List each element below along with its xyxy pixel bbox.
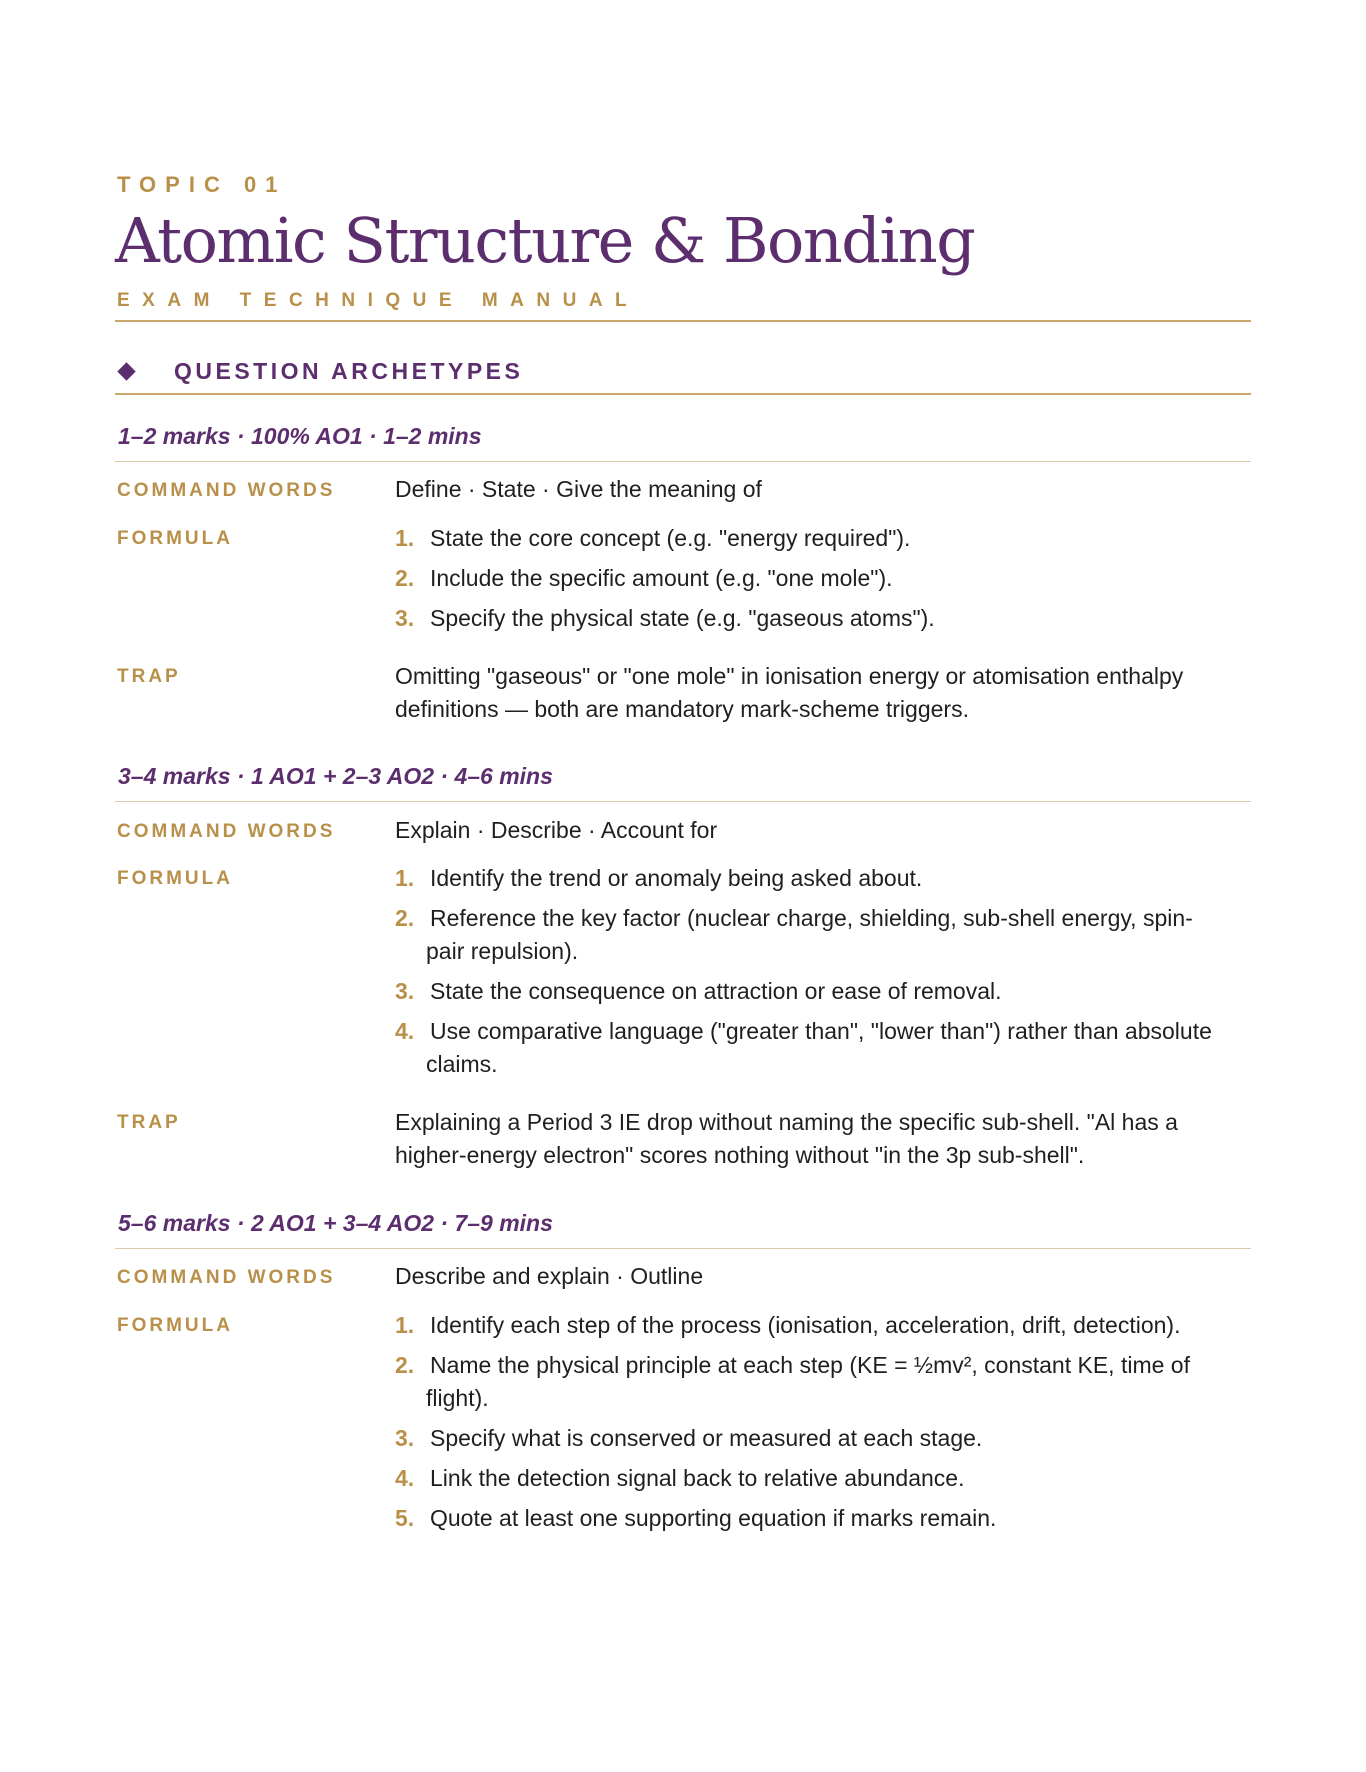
step-number: 3.: [395, 978, 415, 1004]
step-number: 5.: [395, 1505, 415, 1531]
trap-text: Explaining a Period 3 IE drop without naming the specific sub-shell. "Al has a higher-energy electron" scores nothing without "in the 3p sub-shell".: [395, 1109, 1178, 1168]
formula-step: [395, 1502, 1225, 1535]
step-text: Identify the trend or anomaly being asked about.: [430, 865, 923, 891]
formula-list: [395, 522, 1225, 642]
step-text: Include the specific amount (e.g. "one mole").: [430, 565, 893, 591]
step-text: Quote at least one supporting equation if marks remain.: [430, 1505, 997, 1531]
archetype-heading-text: 5–6 marks · 2 AO1 + 3–4 AO2 · 7–9 mins: [118, 1210, 553, 1236]
archetype-heading-text: 1–2 marks · 100% AO1 · 1–2 mins: [118, 423, 482, 449]
formula-list: [395, 1309, 1225, 1542]
formula-step: [395, 522, 1225, 555]
step-number: 2.: [395, 565, 415, 591]
formula-label: FORMULA: [117, 528, 233, 549]
topic-label: TOPIC 01: [117, 172, 287, 197]
diamond-icon: [117, 362, 135, 380]
formula-label: FORMULA: [117, 1315, 233, 1336]
archetype-heading: [115, 421, 1251, 462]
command-words-label: COMMAND WORDS: [117, 480, 336, 501]
page-title: Atomic Structure & Bonding: [115, 204, 975, 277]
formula-step: [395, 562, 1225, 595]
step-text: Link the detection signal back to relative abundance.: [430, 1465, 965, 1491]
step-text: Specify what is conserved or measured at each stage.: [430, 1425, 983, 1451]
section-heading: [115, 358, 523, 385]
formula-step: [395, 1015, 1225, 1081]
command-words-value: Define · State · Give the meaning of: [395, 476, 762, 502]
header-divider: [115, 320, 1251, 322]
step-number: 1.: [395, 1312, 415, 1338]
step-number: 4.: [395, 1018, 415, 1044]
step-text: Specify the physical state (e.g. "gaseous atoms").: [430, 605, 935, 631]
formula-step: [395, 1309, 1225, 1342]
trap-label: TRAP: [117, 666, 181, 687]
formula-step: [395, 1422, 1225, 1455]
section-title: QUESTION ARCHETYPES: [174, 358, 524, 384]
page-subtitle: EXAM TECHNIQUE MANUAL: [117, 290, 640, 311]
formula-step: [395, 902, 1225, 968]
archetype-divider: [115, 801, 1251, 802]
step-text: Use comparative language ("greater than", "lower than") rather than absolute claims.: [426, 1018, 1212, 1077]
command-words-value: Explain · Describe · Account for: [395, 817, 718, 843]
step-number: 2.: [395, 905, 415, 931]
step-text: State the core concept (e.g. "energy required").: [430, 525, 911, 551]
command-words-value: Describe and explain · Outline: [395, 1263, 704, 1289]
formula-step: [395, 1462, 1225, 1495]
trap-text: Omitting "gaseous" or "one mole" in ionisation energy or atomisation enthalpy definitions — both are mandatory mark-scheme triggers.: [395, 663, 1184, 722]
command-words-label: COMMAND WORDS: [117, 1267, 336, 1288]
formula-step: [395, 862, 1225, 895]
formula-label: FORMULA: [117, 868, 233, 889]
archetype-heading: [115, 761, 1251, 802]
archetype-divider: [115, 1248, 1251, 1249]
archetype-divider: [115, 461, 1251, 462]
step-number: 1.: [395, 865, 415, 891]
step-text: Identify each step of the process (ionisation, acceleration, drift, detection).: [430, 1312, 1181, 1338]
step-number: 1.: [395, 525, 415, 551]
formula-step: [395, 1349, 1225, 1415]
step-number: 3.: [395, 1425, 415, 1451]
archetype-heading-text: 3–4 marks · 1 AO1 + 2–3 AO2 · 4–6 mins: [118, 763, 553, 789]
command-words-label: COMMAND WORDS: [117, 821, 336, 842]
formula-list: [395, 862, 1225, 1088]
formula-step: [395, 975, 1225, 1008]
section-divider: [115, 393, 1251, 395]
step-number: 2.: [395, 1352, 415, 1378]
step-text: Reference the key factor (nuclear charge, shielding, sub-shell energy, spin-pair repulsion).: [426, 905, 1193, 964]
formula-step: [395, 602, 1225, 635]
trap-label: TRAP: [117, 1112, 181, 1133]
step-number: 3.: [395, 605, 415, 631]
step-text: Name the physical principle at each step (KE = ½mv², constant KE, time of flight).: [426, 1352, 1190, 1411]
step-text: State the consequence on attraction or ease of removal.: [430, 978, 1002, 1004]
archetype-heading: [115, 1208, 1251, 1249]
step-number: 4.: [395, 1465, 415, 1491]
